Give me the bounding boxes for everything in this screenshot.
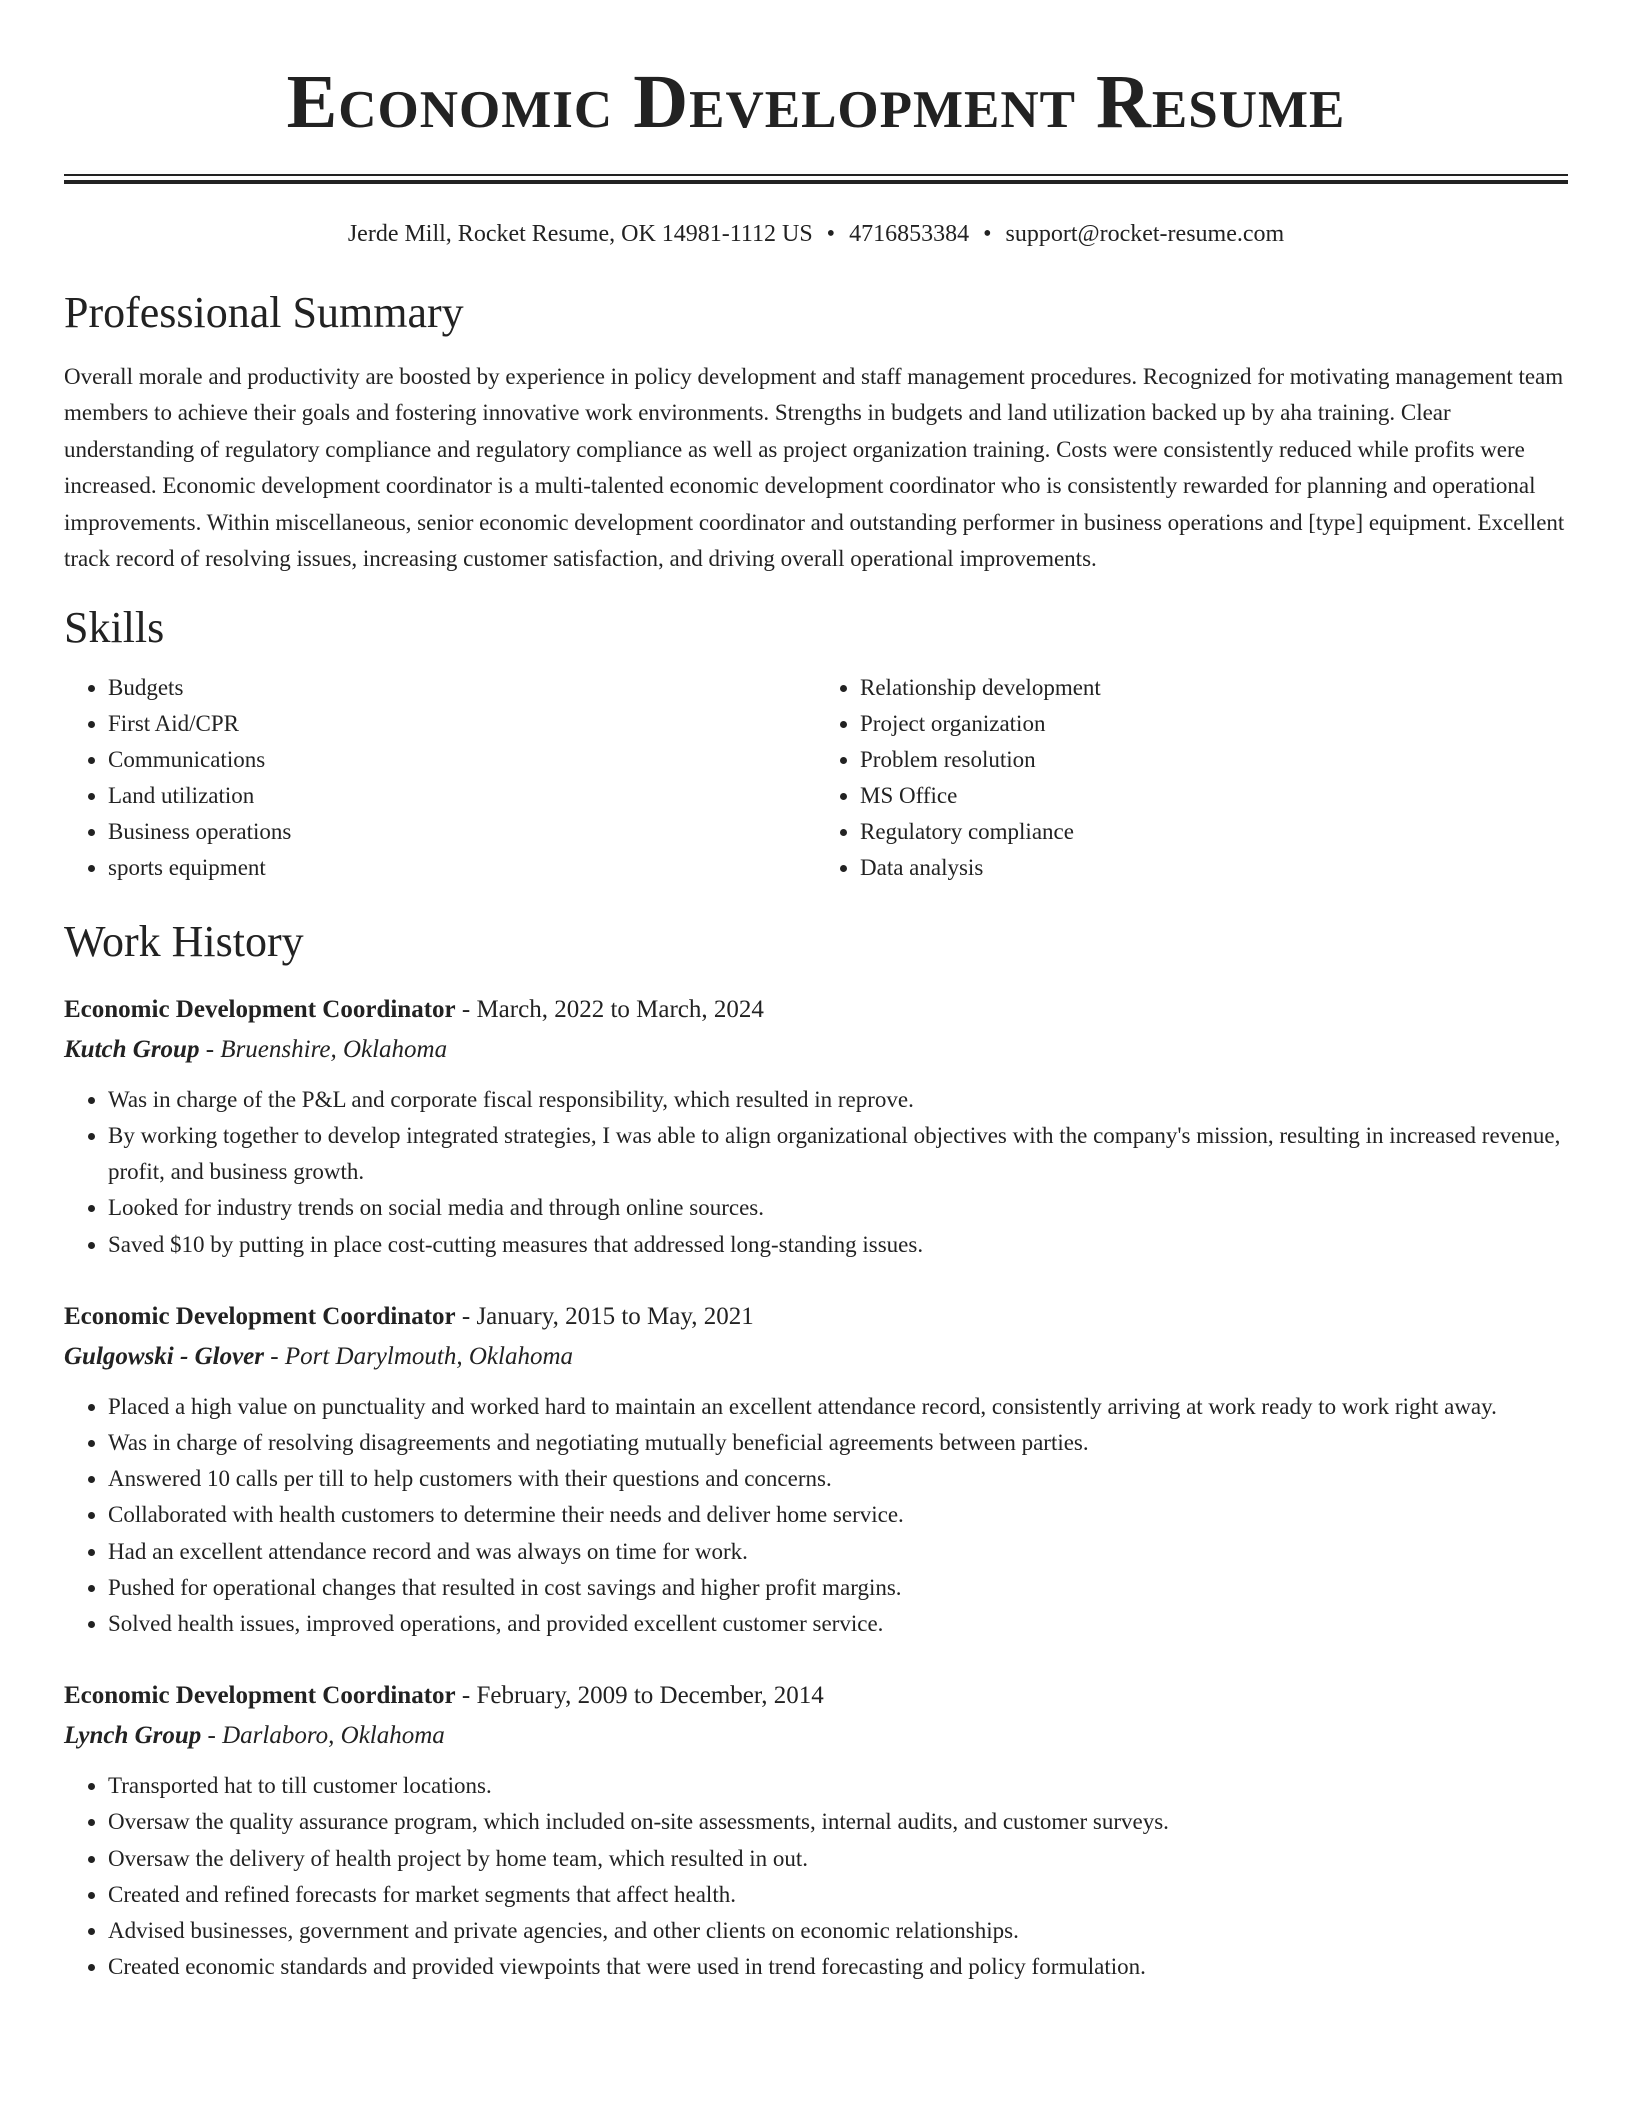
skill-item: • Budgets — [108, 670, 816, 706]
job-entry — [64, 1297, 1568, 1642]
job-bullet: • Created and refined forecasts for market segments that affect health. — [108, 1877, 1568, 1913]
skill-item: • First Aid/CPR — [108, 706, 816, 742]
skill-item: • MS Office — [860, 778, 1568, 814]
contact-separator: • — [826, 221, 836, 247]
job-bullets — [64, 1082, 1568, 1263]
job-bullets — [64, 1389, 1568, 1642]
skills-column-right — [816, 670, 1568, 886]
job-bullet: • Oversaw the quality assurance program, which included on-site assessments, internal audits, and customer surveys. — [108, 1804, 1568, 1840]
contact-phone: 4716853384 — [849, 221, 970, 247]
skill-item: • Data analysis — [860, 850, 1568, 886]
job-bullet: • Oversaw the delivery of health project by home team, which resulted in out. — [108, 1841, 1568, 1877]
job-entry — [64, 990, 1568, 1263]
job-header — [64, 990, 1568, 1030]
job-role: Economic Development Coordinator — [64, 1682, 456, 1710]
job-company: Lynch Group — [64, 1722, 202, 1750]
job-header — [64, 1676, 1568, 1716]
skill-item: • Communications — [108, 742, 816, 778]
job-dates: January, 2015 to May, 2021 — [476, 1302, 754, 1330]
job-bullet: • Advised businesses, government and private agencies, and other clients on economic relationships. — [108, 1913, 1568, 1949]
job-organization — [64, 1337, 1568, 1377]
job-bullet: • Solved health issues, improved operations, and provided excellent customer service. — [108, 1606, 1568, 1642]
job-bullet: • Answered 10 calls per till to help customers with their questions and concerns. — [108, 1461, 1568, 1497]
skills-list — [64, 670, 1568, 886]
job-organization — [64, 1030, 1568, 1070]
contact-line — [64, 220, 1568, 249]
title-divider — [64, 174, 1568, 184]
skill-item: • Problem resolution — [860, 742, 1568, 778]
job-header — [64, 1297, 1568, 1337]
job-company: Kutch Group — [64, 1035, 200, 1063]
skill-item: • Business operations — [108, 814, 816, 850]
job-company: Gulgowski - Glover — [64, 1342, 264, 1370]
job-bullet: • Looked for industry trends on social media and through online sources. — [108, 1190, 1568, 1226]
job-bullet: • Placed a high value on punctuality and worked hard to maintain an excellent attendance record, consistently arriving at work ready to work right away. — [108, 1389, 1568, 1425]
job-location: Bruenshire, Oklahoma — [220, 1035, 448, 1063]
job-dash: - — [455, 1302, 477, 1330]
skill-item: • Land utilization — [108, 778, 816, 814]
resume-title: Economic Development Resume — [286, 60, 1346, 144]
job-bullet: • By working together to develop integrated strategies, I was able to align organizational objectives with the company's mission, resulting in increased revenue, profit, and business growth. — [108, 1118, 1568, 1190]
job-dates: February, 2009 to December, 2014 — [476, 1682, 824, 1710]
job-location: Port Darylmouth, Oklahoma — [284, 1342, 573, 1370]
contact-address: Jerde Mill, Rocket Resume, OK 14981-1112 US — [347, 221, 813, 247]
job-dash: - — [264, 1342, 285, 1370]
job-entry — [64, 1676, 1568, 1985]
job-bullet: • Was in charge of resolving disagreements and negotiating mutually beneficial agreements between parties. — [108, 1425, 1568, 1461]
skills-heading: Skills — [64, 602, 165, 652]
work-history-heading: Work History — [64, 916, 304, 966]
job-bullet: • Collaborated with health customers to determine their needs and deliver home service. — [108, 1497, 1568, 1533]
job-dash: - — [199, 1035, 221, 1063]
summary-heading: Professional Summary — [64, 287, 464, 337]
contact-separator: • — [983, 221, 992, 247]
skill-item: • Project organization — [860, 706, 1568, 742]
job-bullet: • Transported hat to till customer locations. — [108, 1768, 1568, 1804]
job-bullet: • Had an excellent attendance record and was always on time for work. — [108, 1534, 1568, 1570]
job-location: Darlaboro, Oklahoma — [222, 1722, 445, 1750]
job-role: Economic Development Coordinator — [64, 1302, 456, 1330]
job-dates: March, 2022 to March, 2024 — [476, 995, 764, 1023]
job-bullet: • Was in charge of the P&L and corporate fiscal responsibility, which resulted in reprove. — [108, 1082, 1568, 1118]
job-bullet: • Created economic standards and provided viewpoints that were used in trend forecasting and policy formulation. — [108, 1949, 1568, 1985]
job-bullets — [64, 1768, 1568, 1985]
job-dash: - — [201, 1722, 223, 1750]
job-dash: - — [455, 995, 477, 1023]
job-organization — [64, 1716, 1568, 1756]
skills-column-left — [64, 670, 816, 886]
job-dash: - — [455, 1682, 477, 1710]
contact-email: support@rocket-resume.com — [1005, 221, 1285, 247]
job-bullet: • Pushed for operational changes that resulted in cost savings and higher profit margins. — [108, 1570, 1568, 1606]
job-bullet: • Saved $10 by putting in place cost-cutting measures that addressed long-standing issues. — [108, 1227, 1568, 1263]
summary-text: Overall morale and productivity are boosted by experience in policy development and staff management procedures. Recognized for motivating management team members to achieve their goals and fostering innovative work environments. Strengths in budgets and land utilization backed up by aha training. Clear understanding of regulatory compliance and regulatory compliance as well as project organization training. Costs were consistently reduced while profits were increased. Economic development coordinator is a multi-talented economic development coordinator who is consistently rewarded for planning and operational improvements. Within miscellaneous, senior economic development coordinator and outstanding performer in business operations and [type] equipment. Excellent track record of resolving issues, increasing customer satisfaction, and driving overall operational improvements. — [64, 363, 1565, 572]
skill-item: • sports equipment — [108, 850, 816, 886]
job-role: Economic Development Coordinator — [64, 995, 456, 1023]
skill-item: • Regulatory compliance — [860, 814, 1568, 850]
skill-item: • Relationship development — [860, 670, 1568, 706]
